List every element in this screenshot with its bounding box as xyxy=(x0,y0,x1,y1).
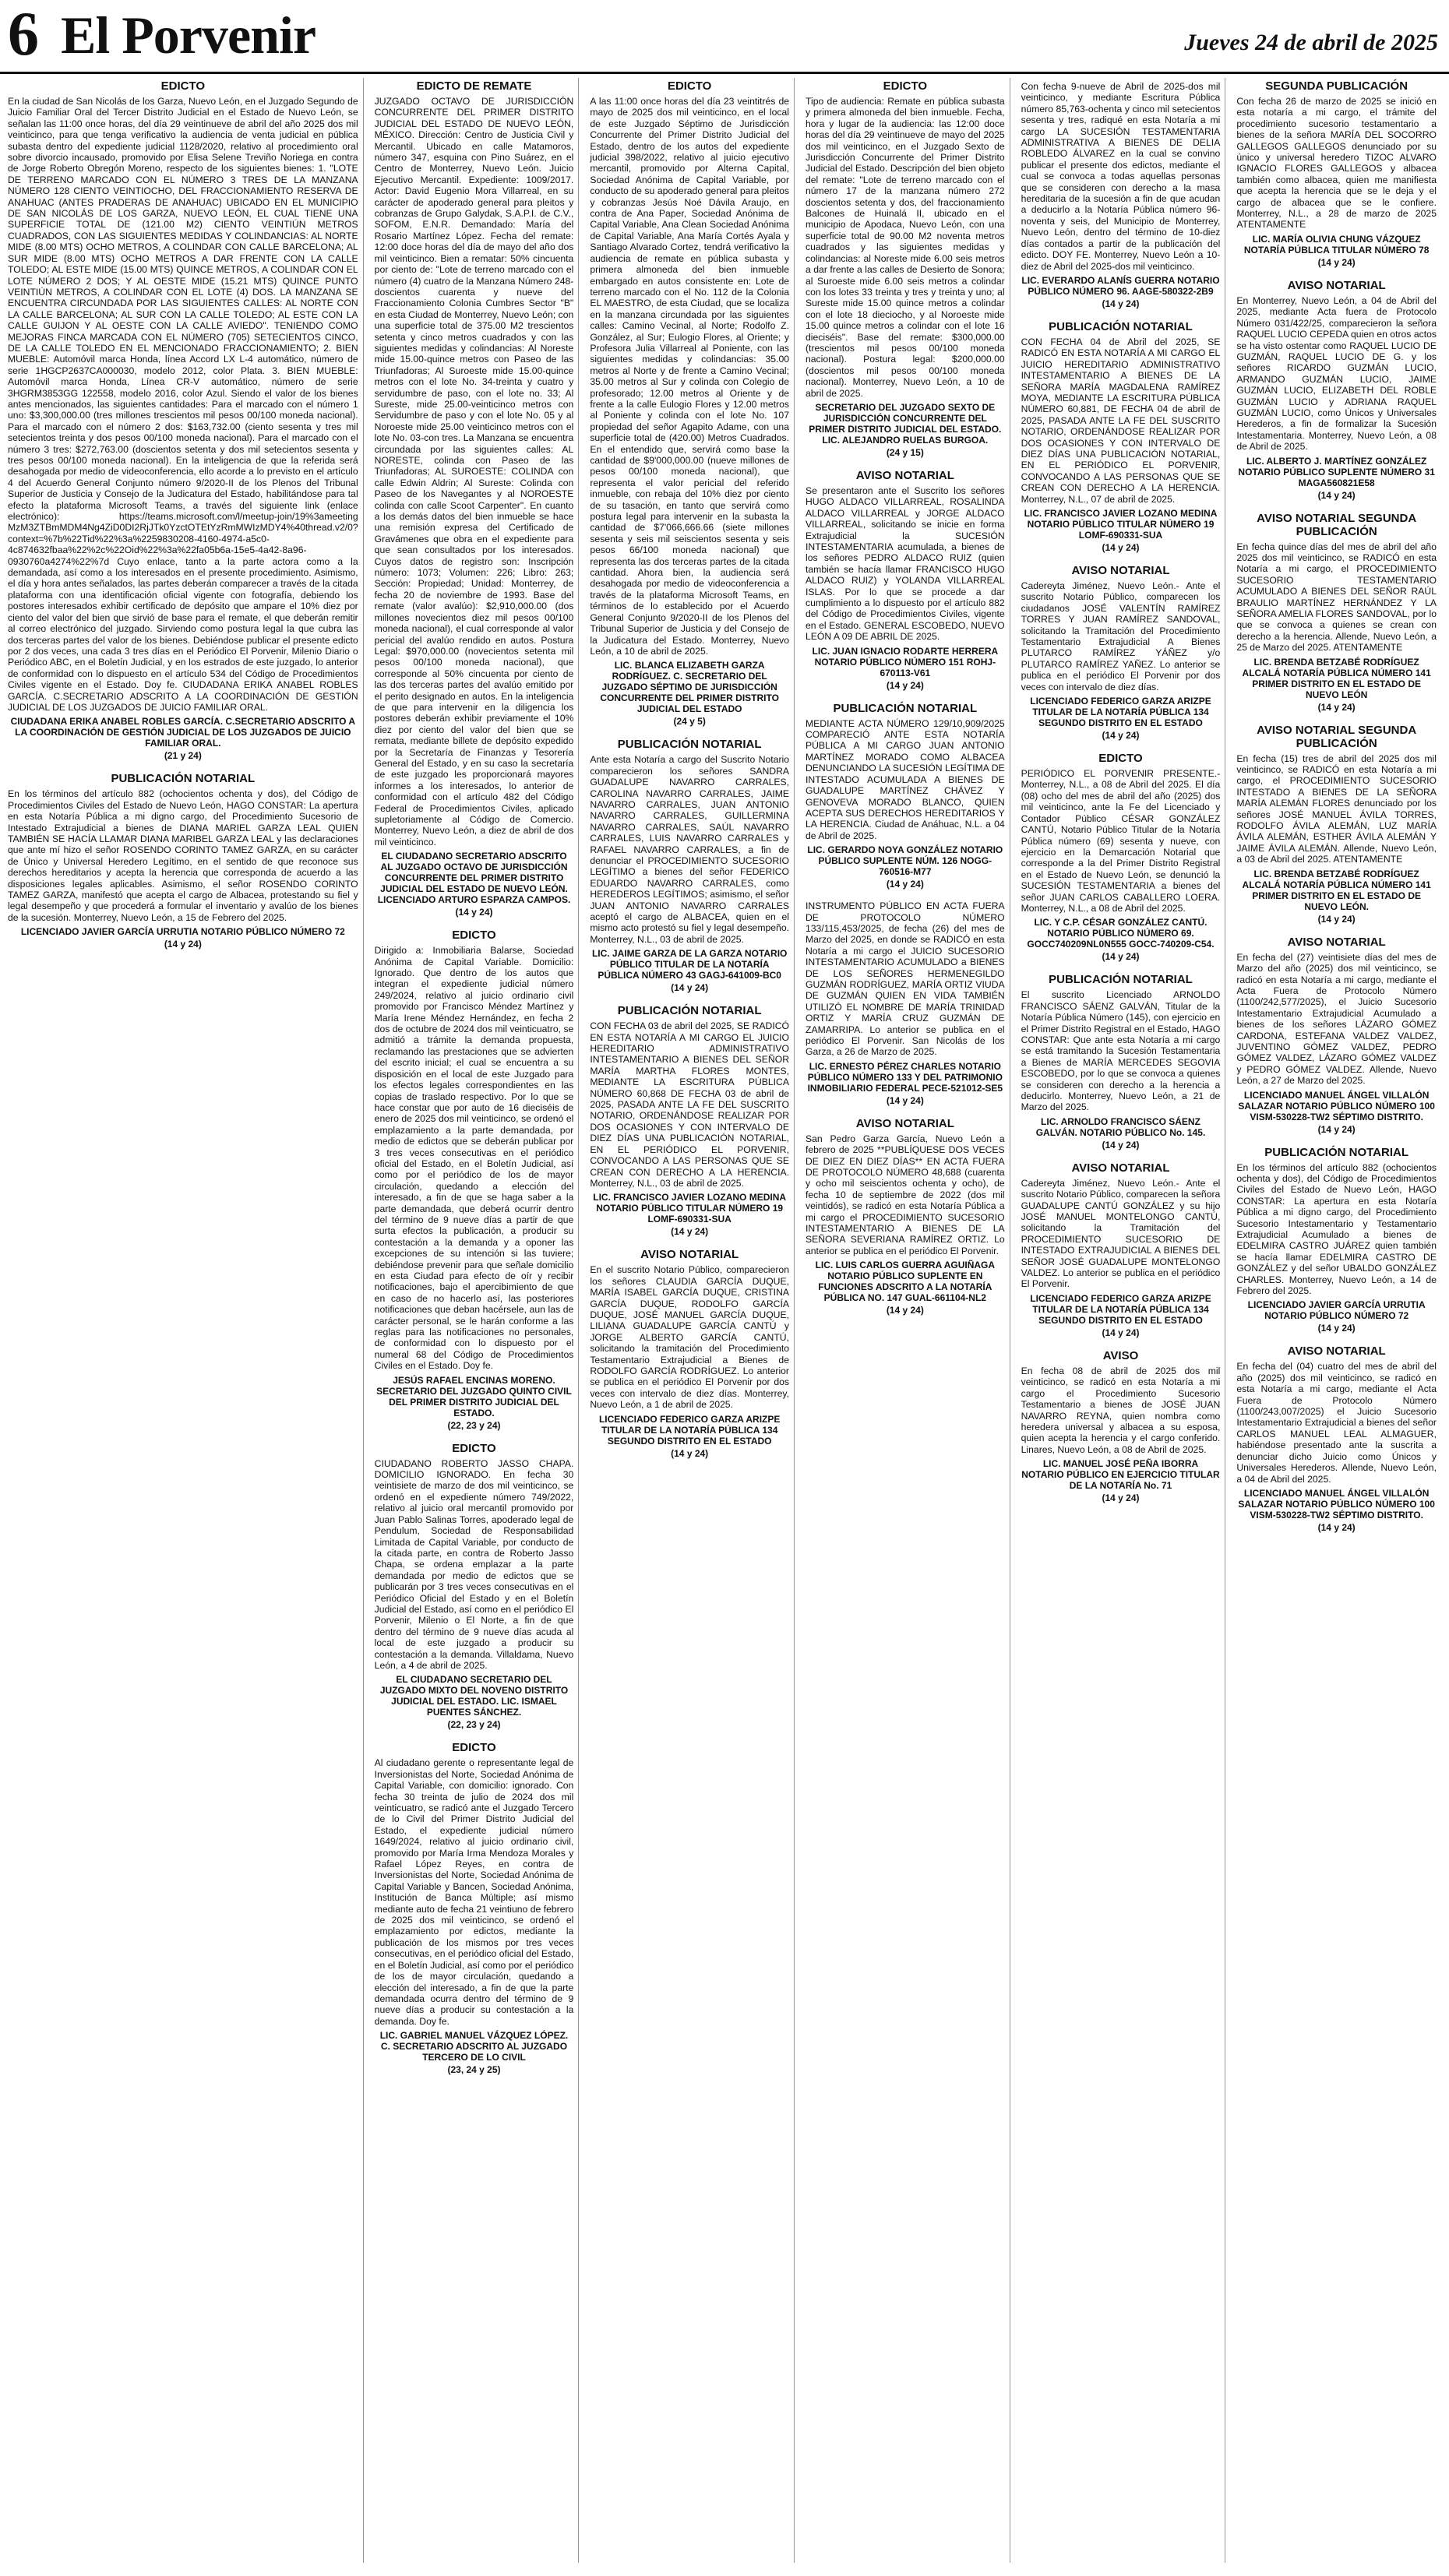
page-number: 6 xyxy=(8,0,39,69)
notice-title: PUBLICACIÓN NOTARIAL xyxy=(617,1004,762,1018)
notice-signature: LICENCIADO MANUEL ÁNGEL VILLALÓN SALAZAR NOTARIO PÚBLICO NÚMERO 100 VISM-530228-TW2 SÉPTIMO DISTRITO. xyxy=(1238,1089,1435,1122)
legal-notice xyxy=(590,79,789,727)
notice-publication-dates: (14 y 24) xyxy=(1317,256,1356,268)
notice-signature: LIC. GERARDO NOYA GONZÁLEZ NOTARIO PÚBLICO SUPLENTE NÚM. 126 NOGG-760516-M77 xyxy=(807,844,1003,878)
notice-title: EDICTO xyxy=(883,79,928,93)
notice-publication-dates: (23, 24 y 25) xyxy=(447,2064,501,2076)
notice-signature: LIC. ERNESTO PÉREZ CHARLES NOTARIO PÚBLICO NÚMERO 133 Y DEL PATRIMONIO INMOBILIARIO FEDERAL PECE-521012-SE5 xyxy=(807,1060,1003,1094)
legal-notice xyxy=(1236,724,1437,925)
notice-publication-dates: (14 y 24) xyxy=(886,1305,924,1316)
notice-body: Cadereyta Jiménez, Nuevo León.- Ante el suscrito Notario Público, comparecen la señora GUADALUPE CANTÚ GONZÁLEZ y su hijo JOSÉ MANUEL MONTELONGO CANTÚ, solicitando la Tramitación del PROCEDIMIENTO SUCESORIO DE INTESTADO EXTRAJUDICIAL A BIENES DEL SEÑOR JOSÉ GUADALUPE MONTELONGO VALDEZ. Lo anterior se publica en el periódico El Porvenir. xyxy=(1021,1177,1221,1290)
notice-title: AVISO xyxy=(1102,1348,1139,1362)
notice-body: INSTRUMENTO PÚBLICO EN ACTA FUERA DE PROTOCOLO NÚMERO 133/115,453/2025, de fecha (26) del mes de Marzo del 2025, en donde se RADICÓ en esta Notaría a mi cargo el JUICIO SUCESORIO INTESTAMENTARIO ACUMULADO a BIENES DE LOS SEÑORES HERMENEGILDO GUZMÁN RODRÍGUEZ, MARÍA ORTIZ VIUDA DE GUZMÁN QUIEN EN VIDA TAMBIÉN UTILIZÓ EL NOMBRE DE MARÍA TRINIDAD ORTIZ Y MARÍA CRUZ GUZMÁN DE ZAMARRIPA. Lo anterior se publica en el periódico El Porvenir. San Nicolás de los Garza, a 26 de Marzo de 2025. xyxy=(806,900,1005,1058)
notice-title: EDICTO xyxy=(1098,752,1143,766)
legal-notice xyxy=(375,1741,574,2075)
notice-signature: LIC. ALBERTO J. MARTÍNEZ GONZÁLEZ NOTARIO PÚBLICO SUPLENTE NÚMERO 31 MAGA560821E58 xyxy=(1238,455,1435,488)
notice-title: AVISO NOTARIAL SEGUNDA PUBLICACIÓN xyxy=(1257,511,1417,538)
legal-notice xyxy=(375,929,574,1430)
notice-signature: CIUDADANA ERIKA ANABEL ROBLES GARCÍA. C.SECRETARIO ADSCRITO A LA COORDINACIÓN DE GESTIÓN JUDICIAL DE LOS JUZGADOS DE JUICIO FAMILIAR ORAL. xyxy=(10,716,356,749)
classifieds-columns xyxy=(8,78,1441,2563)
notice-title: AVISO NOTARIAL xyxy=(855,468,954,482)
notice-title: AVISO NOTARIAL xyxy=(1071,564,1170,577)
legal-notice xyxy=(1021,81,1221,309)
notice-title: EDICTO xyxy=(452,929,496,943)
notice-title: AVISO NOTARIAL SEGUNDA PUBLICACIÓN xyxy=(1257,723,1417,750)
notice-title: EDICTO DE REMATE xyxy=(416,79,532,93)
masthead xyxy=(0,0,1449,74)
notice-body: En la ciudad de San Nicolás de los Garza, Nuevo León, en el Juzgado Segundo de Juicio Familiar Oral del Tercer Distrito Judicial en el Estado de Nuevo León, se señalan las 11:00 once horas, del día 29 veintinueve de abril del año 2025 dos mil veinticinco, para que tenga verificativo la audiencia de venta judicial en pública subasta dentro del expediente judicial 1128/2020, relativo al procedimiento oral sobre divorcio incausado, promovido por Elisa Selene Treviño Noriega en contra de Jorge Roberto Obregón Moreno, respecto de los siguientes bienes: 1. "LOTE DE TERRENO MARCADO CON EL NÚMERO 3 TRES DE LA MANZANA NÚMERO 128 CIENTO VEINTIOCHO, DEL FRACCIONAMIENTO RESERVA DE ANAHUAC (ANTES PRADERAS DE ANAHUAC) UBICADO EN EL MUNICIPIO DE SAN NICOLÁS DE LOS GARZA, NUEVO LEÓN, EL CUAL TIENE UNA SUPERFICIE TOTAL DE (121.00 M2) CIENTO VEINTIÚN METROS CUADRADOS, CON LAS SIGUIENTES MEDIDAS Y COLINDANCIAS: AL NORTE MIDE (8.00 MTS) OCHO METROS, A COLINDAR CON CALLE BARCELONA; AL SUR MIDE (8.00 MTS) OCHO METROS A DAR FRENTE CON LA CALLE TOLEDO; AL ESTE MIDE (15.00 MTS) QUINCE METROS, A COLINDAR CON EL LOTE NÚMERO 2 DOS; Y AL OESTE MIDE (15.21 MTS) QUINCE PUNTO VEINTIÚN METROS, A COLINDAR CON EL LOTE (4) DOS. LA MANZANA SE ENCUENTRA CIRCUNDADA POR LAS SIGUIENTES CALLES: AL NORTE CON LA CALLE BARCELONA; AL SUR CON LA CALLE TOLEDO; AL ESTE CON LA CALLE GUIJON Y AL OESTE CON LA CALLE AVIEDO". TENIENDO COMO MEJORAS FINCA MARCADA CON EL NÚMERO (705) SETECIENTOS CINCO, DE LA CALLE TOLEDO EN EL MENCIONADO FRACCIONAMIENTO; 2. BIEN MUEBLE: Automóvil marca Honda, línea Accord LX L-4 automático, número de serie 1HGCP2637CA000030, modelo 2012, color Plata. 3. BIEN MUEBLE: Automóvil marca Honda, Línea CR-V automático, número de serie 3HGRM3853GG 122558, modelo 2016, color Azul. Siendo el valor de los bienes antes mencionados, las siguientes cantidades: Para el marcado con el número 1 uno: $3,300,000.00 (tres millones trescientos mil pesos 00/100 moneda nacional). Para el marcado con el número 2 dos: $163,732.00 (ciento sesenta y tres mil setecientos treinta y dos pesos 00/100 moneda nacional). Para el marcado con el número 3 tres: $272,763.00 (doscientos setenta y dos mil setecientos sesenta y tres pesos 00/100 moneda nacional). En la inteligencia de que la referida será desahogada por medio de videoconferencia, ello acorde a lo previsto en el artículo 4 del Acuerdo General Conjunto número 9/2020-II de los Plenos del Tribunal Superior de Justicia y Consejo de la Judicatura del Estado, habilitándose para tal efecto la plataforma Microsoft Teams, a través del siguiente link (enlace electrónico): https://teams.microsoft.com/l/meetup-join/19%3ameeting MzM3ZTBmMDM4Ng4ZiD0DI2RjJTk0YzctOTEtYzRmMWIzMDY4%40thread.v2/0?context=%7b%22Tid%22%3a%2259830208-4160-4974-a5c0-4c874632fbaa%22%2c%22Oid%22%3a%22fa05b6a-15e5-4a42-8a96-0930760a4274%22%7d Cuyo enlace, tanto a la parte actora como a la demandada, así como a los interesados en el presente procedimiento. Asimismo, el día y hora antes señalados, las partes deberán comparecer a través de la citada plataforma con una identificación oficial vigente con fotografía, debiendo los postores interesados exhibir certificado de depósito que ampare el 10% diez por ciento del valor del bien que sirvió de base para el remate, el que deberán remitir al correo electrónico del juzgado. Sirviendo como postura legal la que cubra las dos terceras partes del valor de los bienes. Debiéndose publicar el presente edicto por 2 dos veces, una cada 3 tres días en el Periódico El Porvenir, Milenio Diario o Periódico ABC, en el Boletín Judicial, y en los estrados de este juzgado, lo anterior de conformidad con lo dispuesto en el artículo 534 del Código de Procedimientos Civiles vigente en el Estado. Doy fe. CIUDADANA ERIKA ANABEL ROBLES GARCÍA. C.SECRETARIO ADSCRITO A LA COORDINACIÓN DE GESTIÓN JUDICIAL DE LOS JUZGADOS DE JUICIO FAMILIAR ORAL. xyxy=(8,96,358,713)
notice-publication-dates: (22, 23 y 24) xyxy=(447,1719,501,1731)
notice-signature: LIC. BRENDA BETZABÉ RODRÍGUEZ ALCALÁ NOTARÍA PÚBLICA NÚMERO 141 PRIMER DISTRITO EN EL ESTADO DE NUEVO LEÓN. xyxy=(1242,868,1431,912)
notice-title: PUBLICACIÓN NOTARIAL xyxy=(1049,973,1193,987)
notice-title: AVISO NOTARIAL xyxy=(1287,935,1386,949)
notice-publication-dates: (14 y 24) xyxy=(886,1094,924,1106)
notice-signature: LICENCIADO JAVIER GARCÍA URRUTIA NOTARIO PÚBLICO NÚMERO 72 xyxy=(1247,1299,1426,1322)
legal-notice xyxy=(8,79,358,761)
notice-signature: LIC. GABRIEL MANUEL VÁZQUEZ LÓPEZ. C. SECRETARIO ADSCRITO AL JUZGADO TERCERO DE LO CIVIL xyxy=(379,2030,569,2063)
legal-notice xyxy=(806,900,1005,1106)
notice-body: Tipo de audiencia: Remate en pública subasta y primera almoneda del bien inmueble. Fecha, hora y lugar de la audiencia: las 12:00 doce horas del día 29 veintinueve de mayo del 2025 dos mil veinticinco, en el Juzgado Sexto de Jurisdicción Concurrente del Primer Distrito Judicial del Estado. Descripción del bien objeto del remate: "Lote de terreno marcado con el número 17 de la manzana número 272 doscientos setenta y dos, del fraccionamiento Balcones de Huinalá II, ubicado en el municipio de Apodaca, Nuevo León, con una superficie total de 90.00 M2 noventa metros cuadrados y las siguientes medidas y colindancias: al Noreste mide 6.00 seis metros a dar frente a las calles de Desierto de Sonora; al Suroeste mide 6.00 seis metros a colindar con los lotes 33 treinta y tres y treinta y uno; al Sureste mide 15.00 quince metros a colindar con el lote 18 dieciocho, y al Noroeste mide 15.00 quince metros a colindar con el lote 16 dieciséis". Base del remate: $300,000.00 (trescientos mil pesos 00/100 moneda nacional). Postura legal: $200,000.00 (doscientos mil pesos 00/100 moneda nacional). Monterrey, Nuevo León, a 10 de abril de 2025. xyxy=(806,96,1005,399)
notice-publication-dates: (14 y 24) xyxy=(886,879,924,890)
notice-title: PUBLICACIÓN NOTARIAL xyxy=(833,701,978,715)
notice-title: EDICTO xyxy=(452,1741,496,1755)
notice-signature: LICENCIADO FEDERICO GARZA ARIZPE TITULAR DE LA NOTARÍA PÚBLICA 134 SEGUNDO DISTRITO EN EL ESTADO xyxy=(598,1413,781,1447)
notice-body: En los términos del artículo 882 (ochocientos ochenta y dos), del Código de Procedimientos Civiles del Estado de Nuevo León, HAGO CONSTAR: La apertura en esta Notaría Pública a mi digno cargo, del Procedimiento Sucesorio Intestamentario y Testamentario Extrajudicial Acumulado a bienes de EDELMIRA CASTRO JUÁREZ quien también se hacía llamar EDELMIRA CASTRO DE GONZÁLEZ y del señor UBALDO GONZÁLEZ CHARLES. Monterrey, Nuevo León, a 14 de Febrero del 2025. xyxy=(1236,1161,1437,1297)
notice-publication-dates: (24 y 15) xyxy=(886,446,924,458)
notice-body: JUZGADO OCTAVO DE JURISDICCIÓN CONCURRENTE DEL PRIMER DISTRITO JUDICIAL DEL ESTADO DE NUEVO LEÓN, MÉXICO. Dirección: Centro de Justicia Civil y Mercantil. Ubicado en calle Matamoros, número 347, esquina con Pino Suárez, en el Centro de Monterrey, Nuevo León. Juicio Ejecutivo Mercantil. Expediente: 1009/2017. Actor: David Eugenio Mora Villarreal, en su carácter de apoderado general para pleitos y cobranzas de Grupo Galydak, S.A.P.I. de C.V., SOFOM, E.N.R. Demandado: María del Rosario Martínez López. Fecha del remate: 12:00 doce horas del día de mayo del año dos mil veinticinco. Bien a rematar: 50% cincuenta por ciento de: "Lote de terreno marcado con el número (4) cuatro de la Manzana Número 248-doscientos cuarenta y nueve del Fraccionamiento Colonia Cumbres Sector "B" en esta Ciudad de Monterrey, Nuevo León; con una superficie total de 375.00 M2 trescientos setenta y cinco metros cuadrados y con las siguientes medidas y colindancias: Al Noreste mide 15.00-quince metros con Paseo de las Triunfadoras; Al Suroeste mide 15.00-quince metros con el lote No. 34-treinta y cuatro y servidumbre de paso, con el lote no. 33; Al Sureste, mide 25.00-veinticinco metros con Servidumbre de paso y con el lote No. 05 y al Noroeste mide 25.00 veinticinco metros con el lote No. 03-con tres. La Manzana se encuentra circundada por las siguientes calles: AL NORESTE, colinda con Paseo de las Triunfadoras; AL SUROESTE: COLINDA con calle Edwin Aldrin; Al Sureste: Colinda con Paseo de los Navegantes y al NOROESTE colinda con calle Scoot Carpenter". En cuanto a los demás datos del bien inmueble se hace una remisión expresa del Certificado de Gravámenes que obra en el expediente para que sean consultados por los interesados. Cuyos datos de registro son: Inscripción número: 1073; Volumen: 226; Libro: 263; Sección: Propiedad; Unidad: Monterrey, de fecha 20 de noviembre de 1993. Base del remate (valor avalúo): $2,910,000.00 (dos millones novecientos diez mil pesos 00/100 moneda nacional), el cual corresponde al valor pericial del avalúo rendido en autos. Postura Legal: $970,000.00 (novecientos setenta mil pesos 00/100 moneda nacional), que corresponde al 50% cincuenta por ciento de las dos terceras partes del avalúo emitido por el perito designado en autos. En la inteligencia de que para intervenir en la diligencia los postores deberán exhibir previamente el 10% diez por ciento del valor del bien que se remata, mediante billete de depósito expedido por la Secretaría de Finanzas y Tesorería General del Estado, y en su caso la secretaría de este juzgado les proporcionará mayores informes a los interesados, lo anterior de conformidad con el artículo 482 del Código Federal de Procedimientos Civiles, aplicado supletoriamente al Código de Comercio. Monterrey, Nuevo León, a diez de abril de dos mil veinticinco. xyxy=(374,96,574,848)
notice-signature: LIC. Y C.P. CÉSAR GONZÁLEZ CANTÚ. NOTARIO PÚBLICO NÚMERO 69. GOCC740209NL0N555 GOCC-740209-C54. xyxy=(1027,917,1215,950)
legal-notice xyxy=(375,79,574,918)
notice-publication-dates: (14 y 24) xyxy=(1317,1323,1356,1334)
notice-publication-dates: (14 y 24) xyxy=(1102,1327,1140,1338)
notice-body: Dirigido a: Inmobiliaria Balarse, Sociedad Anónima de Capital Variable. Domicilio: Ignorado. Que dentro de los autos que integran el expediente judicial número 249/2024, relativo al juicio ordinario civil promovido por Francisco Méndez Martínez y María Irene Méndez Hernández, en fecha 2 dos de octubre de 2024 dos mil veinticuatro, se admitió a trámite la demanda propuesta, reclamando las prestaciones que se advierten del escrito inicial; el cual se encuentra a su disposición en el local de este Juzgado para los efectos legales correspondientes en las copias de traslado respectivo. Por lo que se hace constar que por auto de 16 dieciséis de enero de 2025 dos mil veinticinco, se ordenó el emplazamiento a la parte demandada, por medio de edictos que se deberán publicar por 3 tres veces consecutivas en el periódico oficial del Estado, en el Boletín Judicial, así como por el periódico de los de mayor circulación, quedando a elección del interesado, a fin de que se haga saber a la parte demandada, que deberá ocurrir dentro del término de 9 nueve días a partir de que surta efectos la publicación, a producir su contestación a la demanda y a oponer las excepciones de su intención si las tuviere; debiéndose prevenir para que señale domicilio en esta Ciudad para efecto de oír y recibir notificaciones, bajo el apercibimiento de que en caso de no hacerlo así, las posteriores notificaciones que deban hacérsele, aun las de carácter personal, se le harán conforme a las reglas para las notificaciones no personales, de conformidad con lo dispuesto por el numeral 68 del Código de Procedimientos Civiles en el Estado. Doy fe. xyxy=(374,945,574,1372)
legal-notice xyxy=(1021,752,1221,962)
notice-title: EDICTO xyxy=(160,79,206,93)
notice-signature: LIC. MARÍA OLIVIA CHUNG VÁZQUEZ NOTARÍA PÚBLICA TITULAR NÚMERO 78 xyxy=(1243,233,1430,255)
notice-body: El suscrito Licenciado ARNOLDO FRANCISCO SÁENZ GALVÁN, Titular de la Notaría Pública Número (145), con ejercicio en el Primer Distrito Registral en el Estado, HAGO CONSTAR: Que ante esta Notaría a mi cargo se está tramitando la Sucesión Testamentaria a Bienes de MARÍA MERCEDES SEGOVIA ESCOBEDO, por lo que se convoca a quienes se consideren con derecho a la herencia a deducirlo. Monterrey, Nuevo León, a 21 de Marzo del 2025. xyxy=(1021,989,1221,1113)
legal-notice xyxy=(1236,1146,1437,1334)
notice-body: En fecha (15) tres de abril del 2025 dos mil veinticinco, se RADICÓ en esta Notaría a mi cargo, el PROCEDIMIENTO SUCESORIO INTESTADO A BIENES DE LA SEÑORA MARÍA ALEMÁN FLORES denunciado por los señores JOSÉ MANUEL ÁVILA TORRES, RODOLFO ÁVILA ALEMÁN, LUZ MARÍA ÁVILA ALEMÁN, ESTHER ÁVILA ALEMÁN Y JAIME ÁVILA ALEMÁN. Allende, Nuevo León, a 03 de Abril del 2025. ATENTAMENTE xyxy=(1236,752,1437,865)
notice-body: CON FECHA 03 de abril del 2025, SE RADICÓ EN ESTA NOTARÍA A MI CARGO EL JUICIO HEREDITARIO ADMINISTRATIVO INTESTAMENTARIO A BIENES DEL SEÑOR MARÍA MARTHA FLORES MONTES, MEDIANTE LA ESCRITURA PÚBLICA NÚMERO 60,868 DE FECHA 03 de abril de 2025, PASADA ANTE LA FE DEL SUSCRITO NOTARIO, ORDENÁNDOSE REALIZAR POR DOS OCASIONES Y CON INTERVALO DE DIEZ DÍAS UNA PUBLICACIÓN NOTARIAL, EN EL PERIÓDICO EL PORVENIR, CONVOCANDO A LAS PERSONAS QUE SE CREAN CON DERECHO A LA HERENCIA. Monterrey, N.L., 03 de abril de 2025. xyxy=(590,1020,789,1189)
legal-notice xyxy=(8,772,358,950)
legal-notice xyxy=(1021,1349,1221,1503)
notice-signature: LIC. FRANCISCO JAVIER LOZANO MEDINA NOTARIO PÚBLICO TITULAR NÚMERO 19 LOMF-690331-SUA xyxy=(593,1192,787,1225)
notice-publication-dates: (14 y 24) xyxy=(1317,701,1356,713)
legal-notice xyxy=(375,1442,574,1731)
notice-body: Se presentaron ante el Suscrito los señores HUGO ALDACO VILLARREAL, ROSALINDA ALDACO VILLARREAL y JORGE ALDACO VILLARREAL, solicitando se inicie en forma Extrajudicial la SUCESIÓN INTESTAMENTARIA acumulada, a bienes de los señores PEDRO ALDACO RUIZ (quien también se hacía llamar FRANCISCO HUGO ALDACO RUIZ) y YOLANDA VILLARREAL ISLAS. Por lo que se procede a dar cumplimiento a lo dispuesto por el artículo 882 del Código de Procedimientos Civiles, vigente en el Estado. GENERAL ESCOBEDO, NUEVO LEÓN A 09 DE ABRIL DE 2025. xyxy=(806,485,1005,643)
notice-body: A las 11:00 once horas del día 23 veintitrés de mayo de 2025 dos mil veinticinco, en el local de este Juzgado Séptimo de Jurisdicción Concurrente del Primer Distrito Judicial del Estado, dentro de los autos del expediente judicial 398/2022, relativo al juicio ejecutivo mercantil, promovido por Alterna Capital, Sociedad Anónima de Capital Variable, por conducto de su apoderado general para pleitos y cobranzas Jesús Noé Dávila Araujo, en contra de Ana Paper, Sociedad Anónima de Capital Variable, Ana Clean Sociedad Anónima de Capital Variable, Ana María Cortés Ayala y Santiago Alvarado Cortez, tendrá verificativo la audiencia de remate en pública subasta y primera almoneda del bien inmueble embargado en autos consistente en: Lote de terreno marcado con el No. 112 de la Colonia EL MAESTRO, de esta Ciudad, que se localiza en la manzana circundada por las siguientes calles: Camino Vecinal, al Norte; Rodolfo Z. González, al Sur; Eulogio Flores, al Oriente; y Profesora Julia Villarreal al Poniente, con las siguientes medidas y colindancias: 35.00 metros al Norte y de frente a Camino Vecinal; 35.00 metros al Sur y colinda con Colegio de profesorado; 12.00 metros al Oriente y de frente a la calle Eulogio Flores y 12.00 metros al Poniente y colinda con el lote No. 107 propiedad del señor Agapito Adame, con una superficie total de (420.00) Metros Cuadrados. En el entendido que, servirá como base la cantidad de $9'000,000.00 (nueve millones de pesos 00/100 moneda nacional), que representa el valor pericial del referido inmueble, con rebaja del 10% diez por ciento de su tasación, en tanto que servirá como postura legal para intervenir en la subasta la cantidad de $7'066,666.66 (siete millones sesenta y seis mil seiscientos sesenta y seis pesos 66/100 moneda nacional) que representa las dos terceras partes de la citada cantidad. Ahora bien, la audiencia será desahogada por medio de videoconferencia a través de la plataforma Microsoft Teams, en términos de lo establecido por el Acuerdo General Conjunto 9/2020-II de los Plenos del Tribunal Superior de Justicia y del Consejo de la Judicatura del Estado. Monterrey, Nuevo León, a 10 de abril de 2025. xyxy=(590,96,789,657)
notice-title: AVISO NOTARIAL xyxy=(1071,1161,1170,1175)
legal-notice xyxy=(1236,512,1437,713)
notice-signature: LICENCIADO FEDERICO GARZA ARIZPE TITULAR DE LA NOTARÍA PÚBLICA 134 SEGUNDO DISTRITO EN EL ESTADO xyxy=(1030,1292,1211,1326)
notice-title: PUBLICACIÓN NOTARIAL xyxy=(111,772,256,786)
notice-signature: LIC. BRENDA BETZABÉ RODRÍGUEZ ALCALÁ NOTARÍA PÚBLICA NÚMERO 141 PRIMER DISTRITO EN EL ESTADO DE NUEVO LEÓN xyxy=(1242,656,1431,700)
notice-publication-dates: (14 y 24) xyxy=(671,982,709,994)
notice-signature: LICENCIADO JAVIER GARCÍA URRUTIA NOTARIO PÚBLICO NÚMERO 72 xyxy=(20,926,345,938)
notice-signature: LIC. ARNOLDO FRANCISCO SÁENZ GALVÁN. NOTARIO PÚBLICO No. 145. xyxy=(1035,1115,1206,1138)
column-2 xyxy=(375,78,580,2563)
notice-title: PUBLICACIÓN NOTARIAL xyxy=(1264,1145,1409,1159)
notice-body: Cadereyta Jiménez, Nuevo León.- Ante el suscrito Notario Público, comparecen los ciudadanos JOSÉ VALENTÍN RAMÍREZ TORRES Y JUAN RAMÍREZ SANDOVAL, solicitando la Tramitación del Procedimiento Testamentario Extrajudicial A Bienes PLUTARCO RAMÍREZ YÁÑEZ y/o PLUTARCO RAMÍREZ YAÑEZ. Lo anterior se publica en el periódico El Porvenir por dos veces con intervalo de diez días. xyxy=(1021,580,1221,692)
notice-title: AVISO NOTARIAL xyxy=(640,1248,739,1262)
legal-notice xyxy=(1236,279,1437,501)
notice-body: En fecha del (04) cuatro del mes de abril del año (2025) dos mil veinticinco, se radicó en esta Notaría a mi cargo, mediante el Acta Fuera de Protocolo Número (1100/243,007/2025) el Juicio Sucesorio Intestamentario Extrajudicial a bienes del señor CARLOS MANUEL LEAL ALMAGUER, habiéndose presentado ante la suscrita a denunciar dicho Juicio como Únicos y Universales Herederos. Allende, Nuevo León, a 04 de Abril del 2025. xyxy=(1236,1361,1437,1485)
legal-notice xyxy=(590,1248,789,1458)
column-4 xyxy=(806,78,1010,2563)
notice-signature: JESÚS RAFAEL ENCINAS MORENO. SECRETARIO DEL JUZGADO QUINTO CIVIL DEL PRIMER DISTRITO JUDICIAL DEL ESTADO. xyxy=(376,1374,572,1418)
notice-publication-dates: (14 y 24) xyxy=(671,1226,709,1238)
notice-body: En fecha quince días del mes de abril del año 2025 dos mil veinticinco, se RADICÓ en esta Notaría a mi cargo, el PROCEDIMIENTO SUCESORIO TESTAMENTARIO ACUMULADO A BIENES DEL SEÑOR RAÚL BRAULIO MARTÍNEZ HERNÁNDEZ Y LA SEÑORA AMELIA FLORES SANDOVAL, por lo que se convoca a quienes se crean con derecho a la herencia. Allende, Nuevo León, a 25 de Marzo del 2025. ATENTAMENTE xyxy=(1236,541,1437,654)
notice-body: CON FECHA 04 de Abril del 2025, SE RADICÓ EN ESTA NOTARÍA A MI CARGO EL JUICIO HEREDITARIO ADMINISTRATIVO INTESTAMENTARIO A BIENES DE LA SEÑORA MARÍA MAGDALENA RAMÍREZ MOYA, MEDIANTE LA ESCRITURA PÚBLICA NÚMERO 60,881, DE FECHA 04 de abril de 2025, PASADA ANTE LA FE DEL SUSCRITO NOTARIO, ORDENÁNDOSE REALIZAR POR DOS OCASIONES Y CON INTERVALO DE DIEZ DÍAS UNA PUBLICACIÓN NOTARIAL, EN EL PERIÓDICO EL PORVENIR, CONVOCANDO A LAS PERSONAS QUE SE CREAN CON DERECHO A LA HERENCIA. Monterrey, N.L., 07 de abril de 2025. xyxy=(1021,336,1221,505)
legal-notice xyxy=(590,1004,789,1237)
notice-title: SEGUNDA PUBLICACIÓN xyxy=(1265,79,1408,93)
notice-body: Con fecha 9-nueve de Abril de 2025-dos mil veinticinco, y mediante Escritura Pública número 85,763-ochenta y cinco mil setecientos sesenta y tres, radiqué en esta Notaría a mi cargo LA SUCESIÓN TESTAMENTARIA ADMINISTRATIVA A BIENES DE DELIA ROBLEDO ÁLVAREZ en la cual se convino publicar el presente dos edictos, mediante el cual se convoca a todas aquellas personas que se consideren con derecho a la masa hereditaria de la sucesión a fin de que acudan a deducirlo a la Notaría Pública número 96-noventa y seis, del Municipio de Monterrey, Nuevo León, dentro del término de 10-diez días contados a partir de la publicación del edicto. DOY FE. Monterrey, Nuevo León a 10-diez de Abril del 2025-dos mil veinticinco. xyxy=(1021,81,1221,272)
notice-title: PUBLICACIÓN NOTARIAL xyxy=(617,738,762,752)
notice-body: Al ciudadano gerente o representante legal de Inversionistas del Norte, Sociedad Anónima de Capital Variable, con domicilio: ignorado. Con fecha 30 treinta de julio de 2024 dos mil veinticuatro, se radicó ante el Juzgado Tercero de lo Civil del Primer Distrito Judicial del Estado, el expediente judicial número 1649/2024, relativo al juicio ordinario civil, promovido por María Irma Mendoza Morales y Rafael López Reyes, en contra de Inversionistas del Norte, Sociedad Anónima de Capital Variable y Bancen, Sociedad Anónima, Institución de Banca Múltiple; así mismo mediante auto de fecha 21 veintiuno de febrero de 2025 dos mil veinticinco, se ordenó el emplazamiento por edictos, mediante la publicación de los mismos por tres veces consecutivas, en el periódico oficial del Estado, en el Boletín Judicial, así como por el periódico de los de mayor circulación, quedando a elección del interesado, a fin de que la parte demandada ocurra dentro del término de 9 nueve días a producir su contestación a la demanda. Doy fe. xyxy=(374,1757,574,2027)
notice-publication-dates: (14 y 24) xyxy=(455,907,493,918)
legal-notice xyxy=(806,79,1005,458)
legal-notice xyxy=(1021,320,1221,553)
column-1 xyxy=(8,78,364,2563)
notice-publication-dates: (14 y 24) xyxy=(1102,1492,1140,1504)
notice-publication-dates: (14 y 24) xyxy=(1102,730,1140,742)
notice-body: En los términos del artículo 882 (ochocientos ochenta y dos), del Código de Procedimientos Civiles del Estado de Nuevo León, HAGO CONSTAR: La apertura en esta Notaría Pública a mi digno cargo, del Procedimiento Sucesorio de Intestado Extrajudicial a bienes de DIANA MARIEL GARZA LEAL QUIEN TAMBIÉN SE HACÍA LLAMAR DIANA MARIBEL GARZA LEAL y las declaraciones que ante mí hizo el señor ROSENDO CORINTO TAMEZ GARZA, en su carácter de Único y Universal Heredero Legítimo, en el sentido de que reconoce sus derechos hereditarios y acepta la herencia que corresponda de acuerdo a las disposiciones legales aplicables. Asimismo, el señor ROSENDO CORINTO TAMEZ GARZA, manifestó que acepta el cargo de Albacea, protestando su fiel y legal desempeño y que procederá a formular el inventario y avalúo de los bienes de la sucesión. Monterrey, Nuevo León, a 15 de Febrero del 2025. xyxy=(8,788,358,923)
notice-body: En fecha 08 de abril de 2025 dos mil veinticinco, se radicó en esta Notaría a mi cargo el Procedimiento Sucesorio Testamentario a bienes de JOSÉ JUAN NAVARRO REYNA, quien nombra como heredera universal y albacea a su esposa, quien acepta la herencia y el cargo conferido. Linares, Nuevo León, a 08 de Abril de 2025. xyxy=(1021,1365,1221,1455)
legal-notice xyxy=(806,702,1005,890)
column-3 xyxy=(590,78,795,2563)
notice-body: En fecha del (27) veintisiete días del mes de Marzo del año (2025) dos mil veinticinco, se radicó en esta Notaría a mi cargo, mediante el Acta Fuera de Protocolo Número (1100/242,577/2025), el Juicio Sucesorio Intestamentario Extrajudicial Acumulado a bienes de los señores LÁZARO GÓMEZ CARDONA, ESTEFANA VALDEZ VALDEZ, JUVENTINO GÓMEZ VALDEZ, PEDRO GÓMEZ VALDEZ, LÁZARO GÓMEZ VALDEZ y PEDRO GÓMEZ VALDEZ. Allende, Nuevo León, a 27 de Marzo del 2025. xyxy=(1236,951,1437,1087)
legal-notice xyxy=(806,1117,1005,1316)
notice-publication-dates: (21 y 24) xyxy=(164,750,202,762)
notice-publication-dates: (14 y 24) xyxy=(1102,951,1140,963)
notice-title: AVISO NOTARIAL xyxy=(1287,278,1386,292)
notice-signature: EL CIUDADANO SECRETARIO ADSCRITO AL JUZGADO OCTAVO DE JURISDICCIÓN CONCURRENTE DEL PRIMER DISTRITO JUDICIAL DEL ESTADO DE NUEVO LEÓN. LICENCIADO ARTURO ESPARZA CAMPOS. xyxy=(377,851,571,906)
notice-signature: LIC. EVERARDO ALANÍS GUERRA NOTARIO PÚBLICO NÚMERO 96. AAGE-580322-2B9 xyxy=(1021,274,1220,297)
legal-notice xyxy=(1021,973,1221,1150)
notice-title: EDICTO xyxy=(452,1441,496,1455)
notice-signature: LIC. BLANCA ELIZABETH GARZA RODRÍGUEZ. C. SECRETARIO DEL JUZGADO SÉPTIMO DE JURISDICCIÓN CONCURRENTE DEL PRIMER DISTRITO JUDICIAL DEL ESTADO xyxy=(600,660,779,715)
notice-signature: LIC. JUAN IGNACIO RODARTE HERRERA NOTARIO PÚBLICO NÚMERO 151 ROHJ-670113-V61 xyxy=(812,645,999,678)
notice-signature: LIC. MANUEL JOSÉ PEÑA IBORRA NOTARIO PÚBLICO EN EJERCICIO TITULAR DE LA NOTARÍA No. 71 xyxy=(1021,1458,1220,1492)
legal-notice xyxy=(1021,1161,1221,1338)
notice-signature: LICENCIADO FEDERICO GARZA ARIZPE TITULAR DE LA NOTARÍA PÚBLICA 134 SEGUNDO DISTRITO EN EL ESTADO xyxy=(1030,696,1211,729)
notice-publication-dates: (14 y 24) xyxy=(1317,489,1356,501)
legal-notice xyxy=(590,738,789,993)
notice-body: Ante esta Notaría a cargo del Suscrito Notario comparecieron los señores SANDRA GUADALUPE NAVARRO CARRALES, CAROLINA NAVARRO CARRALES, JAIME NAVARRO CARRALES, JUAN ANTONIO NAVARRO CARRALES, GUILLERMINA NAVARRO CARRALES, SAÚL NAVARRO CARRALES, LUIS NAVARRO CARRALES y RAFAEL NAVARRO CARRALES, a fin de denunciar el PROCEDIMIENTO SUCESORIO LEGÍTIMO a bienes del señor FEDERICO EDUARDO NAVARRO CARRALES, como HEREDEROS LEGÍTIMOS; asimismo, el señor JUAN ANTONIO NAVARRO CARRALES aceptó el cargo de ALBACEA, quien en el mismo acto protestó su fiel y legal desempeño. Monterrey, N.L., 03 de abril de 2025. xyxy=(590,754,789,945)
legal-notice xyxy=(1236,936,1437,1135)
notice-publication-dates: (14 y 24) xyxy=(1317,1123,1356,1135)
column-6 xyxy=(1236,78,1441,2563)
notice-body: En el suscrito Notario Público, comparecieron los señores CLAUDIA GARCÍA DUQUE, MARÍA ISABEL GARCÍA DUQUE, CRISTINA GARCÍA DUQUE, RODOLFO GARCÍA DUQUE, JOSÉ MANUEL GARCÍA DUQUE, LILIANA GUADALUPE GARCÍA CANTÚ y JORGE ALBERTO GARCÍA CANTÚ, solicitando la tramitación del Procedimiento Testamentario Extrajudicial a Bienes de RODOLFO GARCÍA RODRÍGUEZ. Lo anterior se publica en el periódico El Porvenir por dos veces con intervalo de diez días. Monterrey, Nuevo León, a 1 de abril de 2025. xyxy=(590,1264,789,1411)
notice-body: Con fecha 26 de marzo de 2025 se inició en esta notaría a mi cargo, el trámite del procedimiento sucesorio testamentario a bienes de la señora MARÍA DEL SOCORRO GALLEGOS GALLEGOS denunciado por su único y universal heredero TIZOC ALVARO IGNACIO FLORES GALLEGOS y albacea también como albacea, quien me manifiesta que acepta la herencia que se le deja y el cargo de albacea que se le confiere. Monterrey, N.L., a 28 de marzo de 2025 ATENTAMENTE xyxy=(1236,96,1437,231)
notice-publication-dates: (14 y 24) xyxy=(1102,1139,1140,1151)
notice-body: En Monterrey, Nuevo León, a 04 de Abril del 2025, mediante Acta fuera de Protocolo Número 031/422/25, comparecieron la señora RAQUEL LUCIO CEPEDA quien en otros actos se ha visto ostentar como RAQUEL LUCIO DE GUZMÁN, RAQUEL LUCIO DE G. y los señores RICARDO GUZMÁN LUCIO, ARMANDO GUZMÁN LUCIO, JAIME GUZMÁN LUCIO, ELIZABETH DEL ROBLE GUZMÁN LUCIO y ADRIANA RAQUEL GUZMÁN LUCIO, como Únicos y Universales Herederos, a fin de formalizar la Sucesión Intestamentaria. Monterrey, Nuevo León, a 08 de Abril de 2025. xyxy=(1236,294,1437,453)
notice-signature: EL CIUDADANO SECRETARIO DEL JUZGADO MIXTO DEL NOVENO DISTRITO JUDICIAL DEL ESTADO. LIC. ISMAEL PUENTES SÁNCHEZ. xyxy=(379,1674,569,1718)
notice-title: AVISO NOTARIAL xyxy=(855,1116,954,1130)
notice-signature: SECRETARIO DEL JUZGADO SEXTO DE JURISDICCIÓN CONCURRENTE DEL PRIMER DISTRITO JUDICIAL DEL ESTADO. LIC. ALEJANDRO RUELAS BURGOA. xyxy=(809,401,1002,446)
notice-publication-dates: (22, 23 y 24) xyxy=(447,1419,501,1431)
notice-title: PUBLICACIÓN NOTARIAL xyxy=(1049,319,1193,333)
issue-date: Jueves 24 de abril de 2025 xyxy=(1184,30,1438,55)
notice-title: AVISO NOTARIAL xyxy=(1287,1344,1386,1358)
notice-publication-dates: (14 y 24) xyxy=(164,939,202,950)
notice-signature: LIC. FRANCISCO JAVIER LOZANO MEDINA NOTARIO PÚBLICO TITULAR NÚMERO 19 LOMF-690331-SUA xyxy=(1024,508,1218,541)
notice-signature: LIC. JAIME GARZA DE LA GARZA NOTARIO PÚBLICO TITULAR DE LA NOTARÍA PÚBLICA NÚMERO 43 GAGJ-641009-BC0 xyxy=(591,948,788,981)
notice-body: MEDIANTE ACTA NÚMERO 129/10,909/2025 COMPARECIÓ ANTE ESTA NOTARÍA PÚBLICA A MI CARGO JUAN ANTONIO MARTÍNEZ MORADO COMO ALBACEA DENUNCIANDO LA SUCESIÓN LEGÍTIMA DE INTESTADO ACUMULADA A BIENES DE GUADALUPE MARTÍNEZ CHÁVEZ Y GENOVEVA MORADO BLANCO, QUIEN ACEPTA SUS DERECHOS HEREDITARIOS Y LA HERENCIA. Ciudad de Anáhuac, N.L. a 04 de Abril de 2025. xyxy=(806,717,1005,841)
notice-publication-dates: (14 y 24) xyxy=(1317,1521,1356,1533)
notice-publication-dates: (14 y 24) xyxy=(671,1447,709,1459)
legal-notice xyxy=(1021,564,1221,741)
notice-body: CIUDADANO ROBERTO JASSO CHAPA. DOMICILIO IGNORADO. En fecha 30 veintisiete de marzo de dos mil veinticinco, se ordenó en el expediente número 749/2022, relativo al juicio oral mercantil promovido por Juan Pablo Salinas Torres, apoderado legal de Pendulum, Sociedad de Responsabilidad Limitada de Capital Variable, por conducto de la citada parte, en contra de Roberto Jasso Chapa, se ordena emplazar a la parte demandada por medio de edictos que se publicarán por 3 tres veces consecutivas en el Periódico Oficial del Estado y en el Boletín Judicial del Estado, así como en el periódico El Porvenir, Milenio o El Norte, a fin de que dentro del término de 9 nueve días acuda al local de este juzgado a producir su contestación a la demanda. Villaldama, Nuevo León, a 4 de abril de 2025. xyxy=(374,1457,574,1671)
notice-publication-dates: (14 y 24) xyxy=(1102,542,1140,553)
legal-notice xyxy=(1236,79,1437,268)
notice-body: PERIÓDICO EL PORVENIR PRESENTE.- Monterrey, N.L., a 08 de Abril del 2025. El día (08) ocho del mes de abril del año (2025) dos mil veinticinco, ante la Fe del Licenciado y Contador Público CÉSAR GONZÁLEZ CANTÚ, Notario Público Titular de la Notaría Pública número (69) sesenta y nueve, con ejercicio en la Demarcación Notarial que corresponde a la del Primer Distrito Registral en el Estado de Nuevo León, se denunció la SUCESIÓN TESTAMENTARIA a bienes del señor JUAN CARLOS CABALLERO LOERA. Monterrey, N.L., a 08 de Abril del 2025. xyxy=(1021,768,1221,914)
newspaper-logo: El Porvenir xyxy=(61,5,316,65)
notice-signature: LIC. LUIS CARLOS GUERRA AGUIÑAGA NOTARIO PÚBLICO SUPLENTE EN FUNCIONES ADSCRITO A LA NOTARÍA PÚBLICA NO. 147 GUAL-661104-NL2 xyxy=(815,1260,996,1304)
notice-body: San Pedro Garza García, Nuevo León a febrero de 2025 **PUBLÍQUESE DOS VECES DE DIEZ EN DIEZ DÍAS** EN ACTA FUERA DE PROTOCOLO NÚMERO 48,688 (cuarenta y ocho mil seiscientos ochenta y ocho), de fecha 10 de septiembre de 2022 (dos mil veintidós), se radicó en esta Notaría Pública a mi cargo el PROCEDIMIENTO SUCESORIO INTESTAMENTARIO A BIENES DE LA SEÑORA SEVERIANA RAMÍREZ ORTIZ. Lo anterior se publica en el periódico El Porvenir. xyxy=(806,1133,1005,1256)
notice-publication-dates: (24 y 5) xyxy=(673,716,706,728)
notice-signature: LICENCIADO MANUEL ÁNGEL VILLALÓN SALAZAR NOTARIO PÚBLICO NÚMERO 100 VISM-530228-TW2 SÉPTIMO DISTRITO. xyxy=(1238,1487,1435,1521)
notice-publication-dates: (14 y 24) xyxy=(886,679,924,691)
notice-publication-dates: (14 y 24) xyxy=(1102,298,1140,309)
column-5 xyxy=(1021,78,1226,2563)
legal-notice xyxy=(806,469,1005,691)
notice-publication-dates: (14 y 24) xyxy=(1317,913,1356,925)
legal-notice xyxy=(1236,1344,1437,1532)
notice-title: EDICTO xyxy=(667,79,712,93)
